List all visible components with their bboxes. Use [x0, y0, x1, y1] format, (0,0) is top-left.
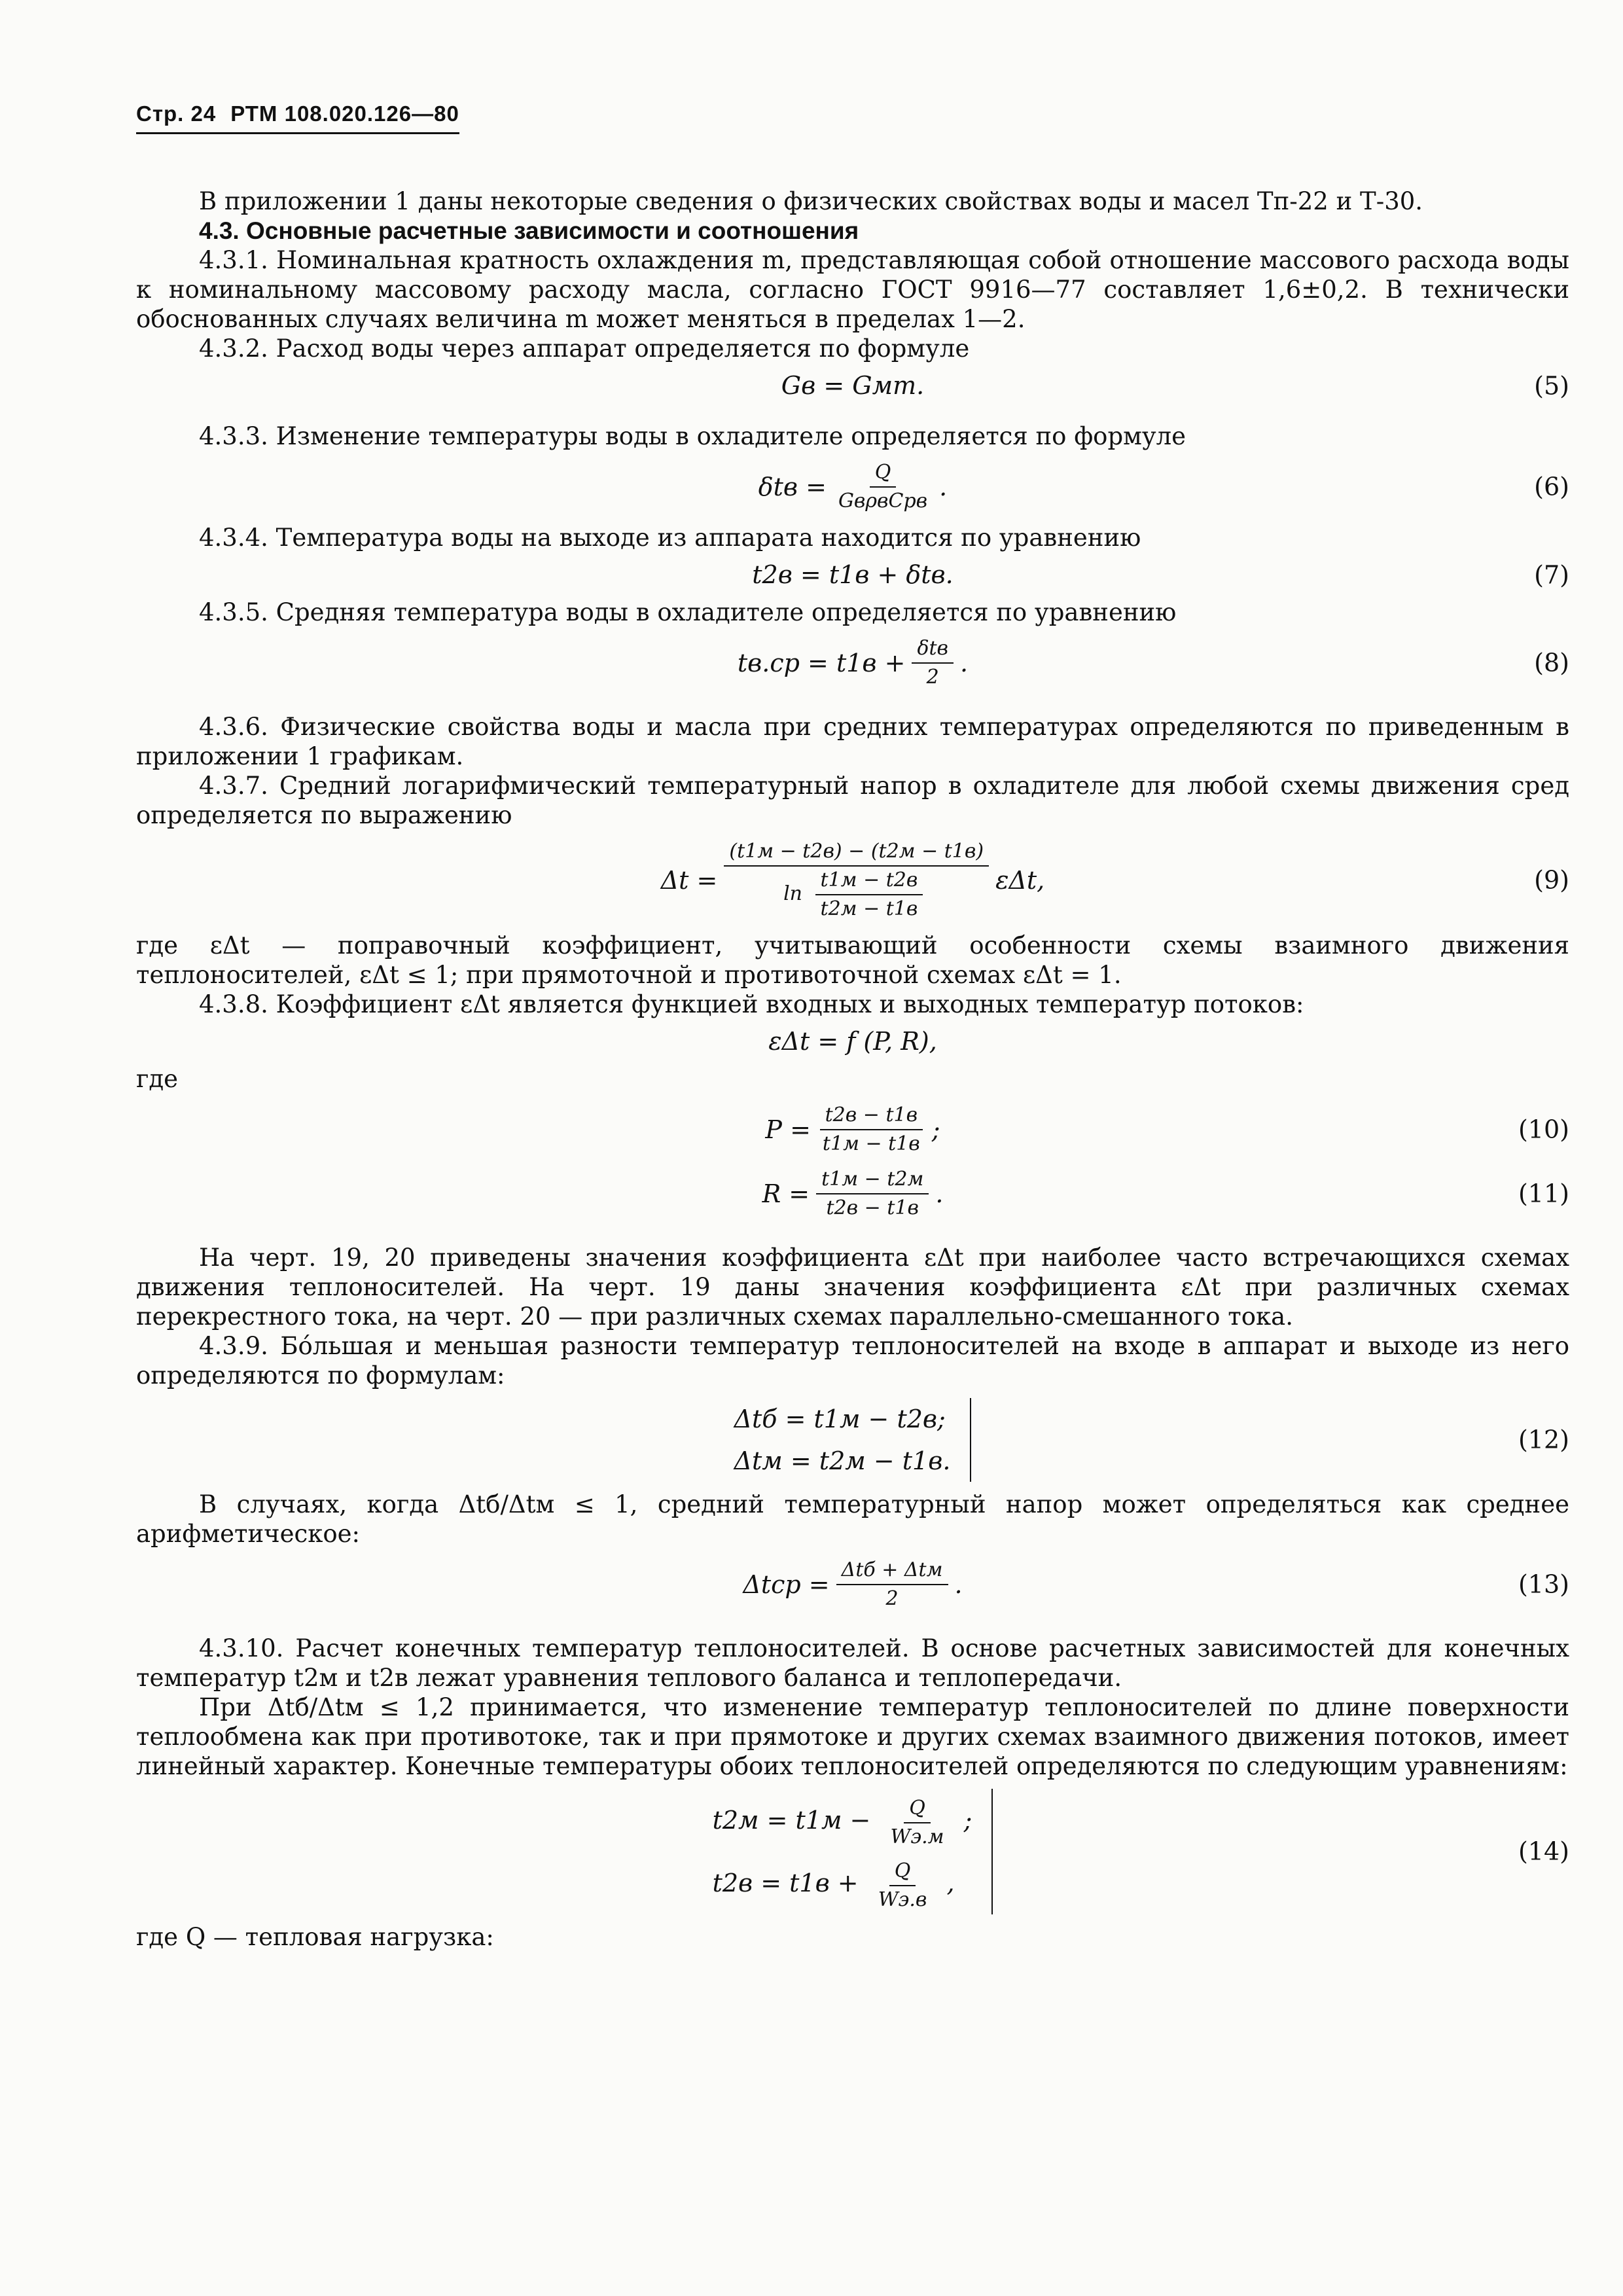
formula-epsilon	[136, 1027, 1569, 1056]
paragraph-4-3-9: 4.3.9. Бо́льшая и меньшая разности температур теплоносителей на входе в аппарат и выходе из него определяются по формулам:	[136, 1332, 1569, 1390]
paragraph-4-3-10: 4.3.10. Расчет конечных температур теплоносителей. В основе расчетных зависимостей для конечных температур t2м и t2в лежат уравнения теплового баланса и теплопередачи.	[136, 1634, 1569, 1692]
formula-9-lhs: Δt =	[660, 865, 718, 895]
formula-11-number: (11)	[1518, 1179, 1569, 1208]
formula-6-denominator: GвρвCpв	[838, 490, 928, 512]
formula-8-denominator: 2	[926, 666, 939, 689]
formula-11-denominator: t2в − t1в	[826, 1196, 919, 1219]
formula-10-fraction	[817, 1102, 925, 1158]
paragraph-4-3-3: 4.3.3. Изменение температуры воды в охладителе определяется по формуле	[199, 422, 1186, 450]
page-number: Стр. 24	[136, 101, 217, 126]
formula-epsilon-expr: εΔt = f (P, R),	[768, 1027, 937, 1056]
formula-6	[136, 459, 1569, 515]
paragraph-4-3-2: 4.3.2. Расход воды через аппарат определяется по формуле	[199, 334, 970, 363]
formula-13-numerator: Δtб + Δtм	[836, 1556, 948, 1585]
formula-14-number: (14)	[1518, 1837, 1569, 1866]
formula-14-line-2-numerator: Q	[889, 1857, 916, 1886]
formula-13-fraction	[836, 1556, 948, 1613]
formula-14-line-2-fraction	[873, 1857, 933, 1914]
formula-10	[136, 1102, 1569, 1158]
formula-9-fraction	[724, 838, 989, 923]
formula-10-denominator: t1м − t1в	[822, 1132, 920, 1155]
formula-9-denominator	[778, 867, 935, 923]
paragraph-where-9: где εΔt — поправочный коэффициент, учитывающий особенности схемы взаимного движения теплоносителей, εΔt ≤ 1; при прямоточной и противоточной схемах εΔt = 1.	[136, 931, 1569, 989]
formula-8-tail: .	[960, 648, 969, 677]
paragraph-where-q: где Q — тепловая нагрузка:	[136, 1923, 494, 1951]
formula-10-number: (10)	[1518, 1115, 1569, 1144]
formula-14-line-1	[713, 1789, 972, 1852]
document-page	[136, 98, 1569, 1952]
formula-9-ln-fraction	[815, 867, 923, 923]
formula-10-tail: ;	[931, 1115, 940, 1144]
page-header	[136, 99, 459, 134]
formula-11-numerator: t1м − t2м	[816, 1166, 929, 1194]
formula-11-lhs: R =	[762, 1179, 810, 1208]
formula-9-number: (9)	[1534, 865, 1569, 895]
formula-8-numerator: δtв	[912, 635, 954, 664]
formula-8	[136, 635, 1569, 691]
paragraph-arithmetic: В случаях, когда Δtб/Δtм ≤ 1, средний температурный напор может определяться как среднее арифметическое:	[136, 1490, 1569, 1548]
section-title: 4.3. Основные расчетные зависимости и соотношения	[199, 217, 859, 244]
formula-14-line-1-denominator: Wэ.м	[890, 1825, 944, 1848]
formula-11	[136, 1166, 1569, 1222]
formula-14	[136, 1789, 1569, 1914]
formula-13-tail: .	[954, 1570, 963, 1599]
formula-13	[136, 1556, 1569, 1613]
formula-12-line-1: Δtб = t1м − t2в;	[734, 1405, 946, 1433]
formula-14-line-2	[713, 1852, 955, 1914]
formula-8-fraction	[912, 635, 954, 691]
formula-7-expr: t2в = t1в + δtв.	[752, 560, 954, 589]
where-label: где	[136, 1065, 179, 1093]
formula-5-expr: Gв = Gмm.	[781, 371, 925, 400]
formula-6-numerator: Q	[870, 459, 897, 488]
formula-14-system	[713, 1789, 993, 1914]
formula-9-ln-denominator: t2м − t1в	[820, 897, 918, 920]
formula-6-tail: .	[939, 472, 948, 501]
formula-9-ln: ln	[783, 882, 802, 905]
paragraph-4-3-5: 4.3.5. Средняя температура воды в охладителе определяется по уравнению	[199, 598, 1177, 626]
formula-7	[136, 560, 1569, 590]
formula-10-numerator: t2в − t1в	[820, 1102, 923, 1130]
formula-9-tail: εΔt,	[995, 865, 1045, 895]
paragraph-4-3-7: 4.3.7. Средний логарифмический температурный напор в охладителе для любой схемы движения сред определяется по выражению	[136, 772, 1569, 829]
formula-11-tail: .	[935, 1179, 944, 1208]
formula-12-system	[734, 1398, 972, 1482]
formula-6-fraction	[833, 459, 933, 515]
formula-14-line-1-tail: ;	[963, 1806, 972, 1835]
formula-9	[136, 838, 1569, 923]
intro-paragraph: В приложении 1 даны некоторые сведения о физических свойствах воды и масел Тп-22 и Т-30.	[199, 187, 1423, 215]
paragraph-4-3-8: 4.3.8. Коэффициент εΔt является функцией входных и выходных температур потоков:	[199, 990, 1304, 1018]
formula-12	[136, 1398, 1569, 1482]
formula-14-line-2-lhs: t2в = t1в +	[712, 1869, 859, 1897]
formula-9-ln-numerator: t1м − t2в	[815, 867, 923, 895]
formula-12-number: (12)	[1518, 1425, 1569, 1454]
paragraph-4-3-4: 4.3.4. Температура воды на выходе из аппарата находится по уравнению	[199, 524, 1141, 552]
formula-14-line-2-tail: ,	[946, 1869, 955, 1897]
paragraph-charts: На черт. 19, 20 приведены значения коэффициента εΔt при наиболее часто встречающихся схемах движения теплоносителей. На черт. 19 даны значения коэффициента εΔt при различных схемах перекрестного тока, на черт. 20 — при различных схемах параллельно-смешанного тока.	[136, 1244, 1569, 1331]
formula-9-numerator: (t1м − t2в) − (t2м − t1в)	[724, 838, 989, 867]
formula-13-number: (13)	[1518, 1570, 1569, 1599]
formula-13-denominator: 2	[885, 1587, 899, 1610]
formula-5-number: (5)	[1534, 371, 1569, 400]
formula-14-line-1-lhs: t2м = t1м −	[712, 1806, 871, 1835]
formula-6-number: (6)	[1534, 472, 1569, 501]
formula-14-line-1-numerator: Q	[904, 1795, 931, 1823]
formula-8-number: (8)	[1534, 648, 1569, 677]
formula-13-lhs: Δtср =	[743, 1570, 830, 1599]
formula-8-lhs: tв.ср = t1в +	[737, 648, 906, 677]
formula-10-lhs: P =	[765, 1115, 811, 1144]
formula-14-line-2-denominator: Wэ.в	[878, 1888, 927, 1911]
formula-5	[136, 371, 1569, 401]
formula-12-line-2: Δtм = t2м − t1в.	[734, 1446, 951, 1475]
paragraph-linear: При Δtб/Δtм ≤ 1,2 принимается, что изменение температур теплоносителей по длине поверхности теплообмена как при противотоке, так и при прямотоке и других схемах взаимного движения потоков, имеет линейный характер. Конечные температуры обоих теплоносителей определяются по следующим уравнениям:	[136, 1693, 1569, 1780]
paragraph-4-3-6: 4.3.6. Физические свойства воды и масла при средних температурах определяются по приведенным в приложении 1 графикам.	[136, 713, 1569, 770]
formula-7-number: (7)	[1534, 560, 1569, 589]
document-code: РТМ 108.020.126—80	[230, 101, 459, 126]
paragraph-4-3-1: 4.3.1. Номинальная кратность охлаждения m, представляющая собой отношение массового расхода воды к номинальному массовому расходу масла, согласно ГОСТ 9916—77 составляет 1,6±0,2. В технически обоснованных случаях величина m может меняться в пределах 1—2.	[136, 246, 1569, 333]
formula-14-line-1-fraction	[885, 1795, 949, 1851]
formula-11-fraction	[816, 1166, 929, 1222]
formula-6-lhs: δtв =	[758, 472, 827, 501]
